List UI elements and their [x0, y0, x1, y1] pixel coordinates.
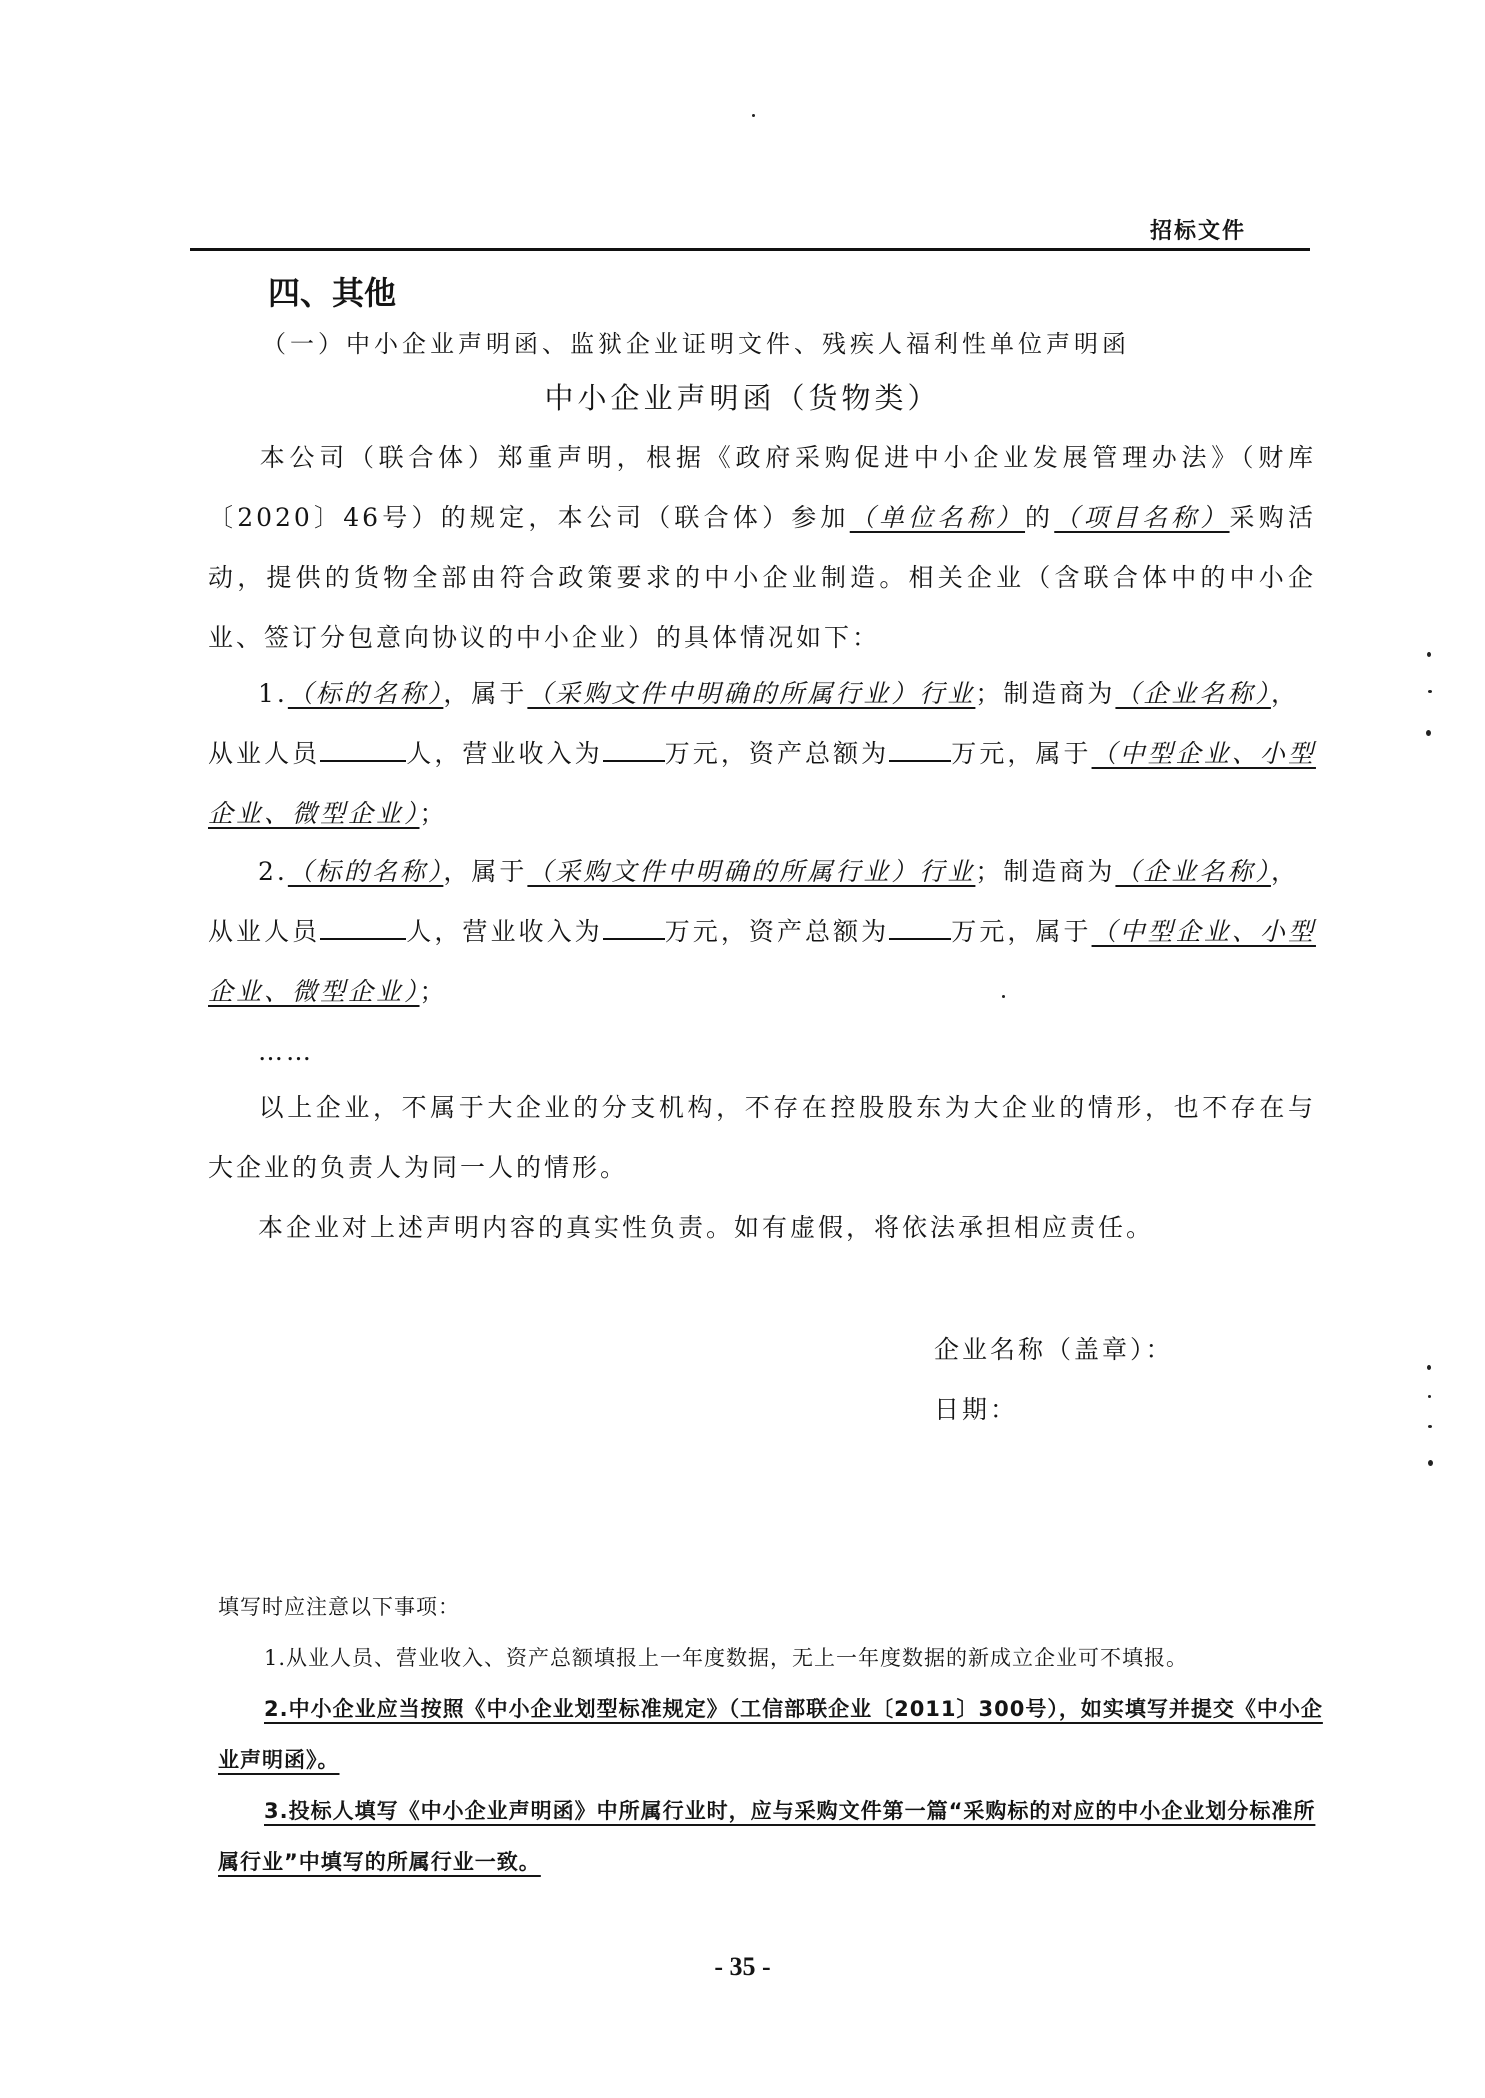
intro-text-1: 本公司（联合体）郑重声明，根据《政府采购促进中小企业发展管理办法》（财库〔2020〕46号）的规定，本公司（联合体）参加: [208, 443, 1316, 532]
note-2: 2.中小企业应当按照《中小企业划型标准规定》（工信部联企业〔2011〕300号），如实填写并提交《中小企业声明函》。: [218, 1697, 1323, 1772]
scan-speck: [752, 114, 755, 117]
doc-title: 中小企业声明函（货物类）: [544, 381, 941, 415]
assets-blank: [889, 738, 951, 762]
staff-unit: 人，营业收入为: [406, 917, 603, 946]
scan-speck: [1428, 1395, 1431, 1398]
signature-date-label: 日期：: [934, 1395, 1019, 1424]
staff-label: 从业人员: [208, 917, 321, 946]
ellipsis: ……: [258, 1037, 314, 1066]
punctuation: ；: [419, 977, 448, 1006]
statement-responsibility: 本企业对上述声明内容的真实性负责。如有虚假，将依法承担相应责任。: [258, 1213, 1155, 1242]
item-1-paragraph: [208, 664, 1316, 844]
scan-speck: [1428, 690, 1432, 693]
staff-label: 从业人员: [208, 739, 321, 768]
notes-section: [218, 1582, 1326, 1888]
punctuation: ，: [1270, 679, 1299, 708]
scan-speck: [1002, 995, 1005, 998]
assets-unit: 万元，属于: [951, 739, 1092, 768]
note-3: 3.投标人填写《中小企业声明函》中所属行业时，应与采购文件第一篇“采购标的对应的中小企业划分标准所属行业”中填写的所属行业一致。: [218, 1799, 1316, 1874]
assets-unit: 万元，属于: [951, 917, 1092, 946]
unit-name-placeholder: （单位名称）: [849, 503, 1026, 532]
belongs-text: ，属于: [443, 679, 528, 708]
note-1: 1.从业人员、营业收入、资产总额填报上一年度数据，无上一年度数据的新成立企业可不填报。: [264, 1646, 1189, 1670]
notes-title: 填写时应注意以下事项：: [218, 1595, 460, 1619]
revenue-blank: [603, 916, 665, 940]
item-number: 1.: [258, 679, 288, 708]
punctuation: ，: [1270, 857, 1299, 886]
scan-speck: [1426, 730, 1431, 736]
scan-speck: [1428, 1425, 1432, 1428]
company-name-placeholder: （企业名称）: [1115, 679, 1271, 708]
header-label: 招标文件: [1150, 219, 1247, 244]
company-name-placeholder: （企业名称）: [1115, 857, 1271, 886]
assets-blank: [889, 916, 951, 940]
item-2-paragraph: [208, 842, 1316, 1022]
belongs-text: ，属于: [443, 857, 528, 886]
subsection-title: （一）中小企业声明函、监狱企业证明文件、残疾人福利性单位声明函: [262, 330, 1130, 358]
maker-label: ；制造商为: [975, 857, 1116, 886]
size-options-placeholder: （中型企业、小型企业、微型企业）: [208, 917, 1316, 1006]
staff-blank: [320, 738, 406, 762]
industry-placeholder: （采购文件中明确的所属行业）行业: [527, 679, 976, 708]
statement-independence: 以上企业，不属于大企业的分支机构，不存在控股股东为大企业的情形，也不存在与大企业的负责人为同一人的情形。: [208, 1093, 1316, 1182]
scan-speck: [1427, 652, 1431, 657]
item-number: 2.: [258, 857, 288, 886]
intro-paragraph: [208, 428, 1316, 668]
scan-speck: [1428, 1460, 1433, 1466]
maker-label: ；制造商为: [975, 679, 1116, 708]
staff-unit: 人，营业收入为: [406, 739, 603, 768]
signature-company-label: 企业名称（盖章）：: [934, 1335, 1174, 1364]
staff-blank: [320, 916, 406, 940]
page-number: - 35 -: [714, 1952, 771, 1981]
section-title: 四、其他: [268, 274, 397, 312]
project-name-placeholder: （项目名称）: [1054, 503, 1230, 532]
intro-text-3: 采购活动，提供的货物全部由符合政策要求的中小企业制造。相关企业（含联合体中的中小企业、签订分包意向协议的中小企业）的具体情况如下：: [208, 503, 1316, 652]
revenue-unit: 万元，资产总额为: [664, 739, 890, 768]
size-options-placeholder: （中型企业、小型企业、微型企业）: [208, 739, 1316, 828]
industry-placeholder: （采购文件中明确的所属行业）行业: [527, 857, 976, 886]
punctuation: ；: [419, 799, 448, 828]
target-name-placeholder: （标的名称）: [287, 857, 444, 886]
intro-text-2: 的: [1025, 503, 1055, 532]
scan-speck: [1427, 1365, 1431, 1370]
revenue-unit: 万元，资产总额为: [664, 917, 890, 946]
header-rule: [190, 248, 1310, 251]
revenue-blank: [603, 738, 665, 762]
target-name-placeholder: （标的名称）: [287, 679, 444, 708]
